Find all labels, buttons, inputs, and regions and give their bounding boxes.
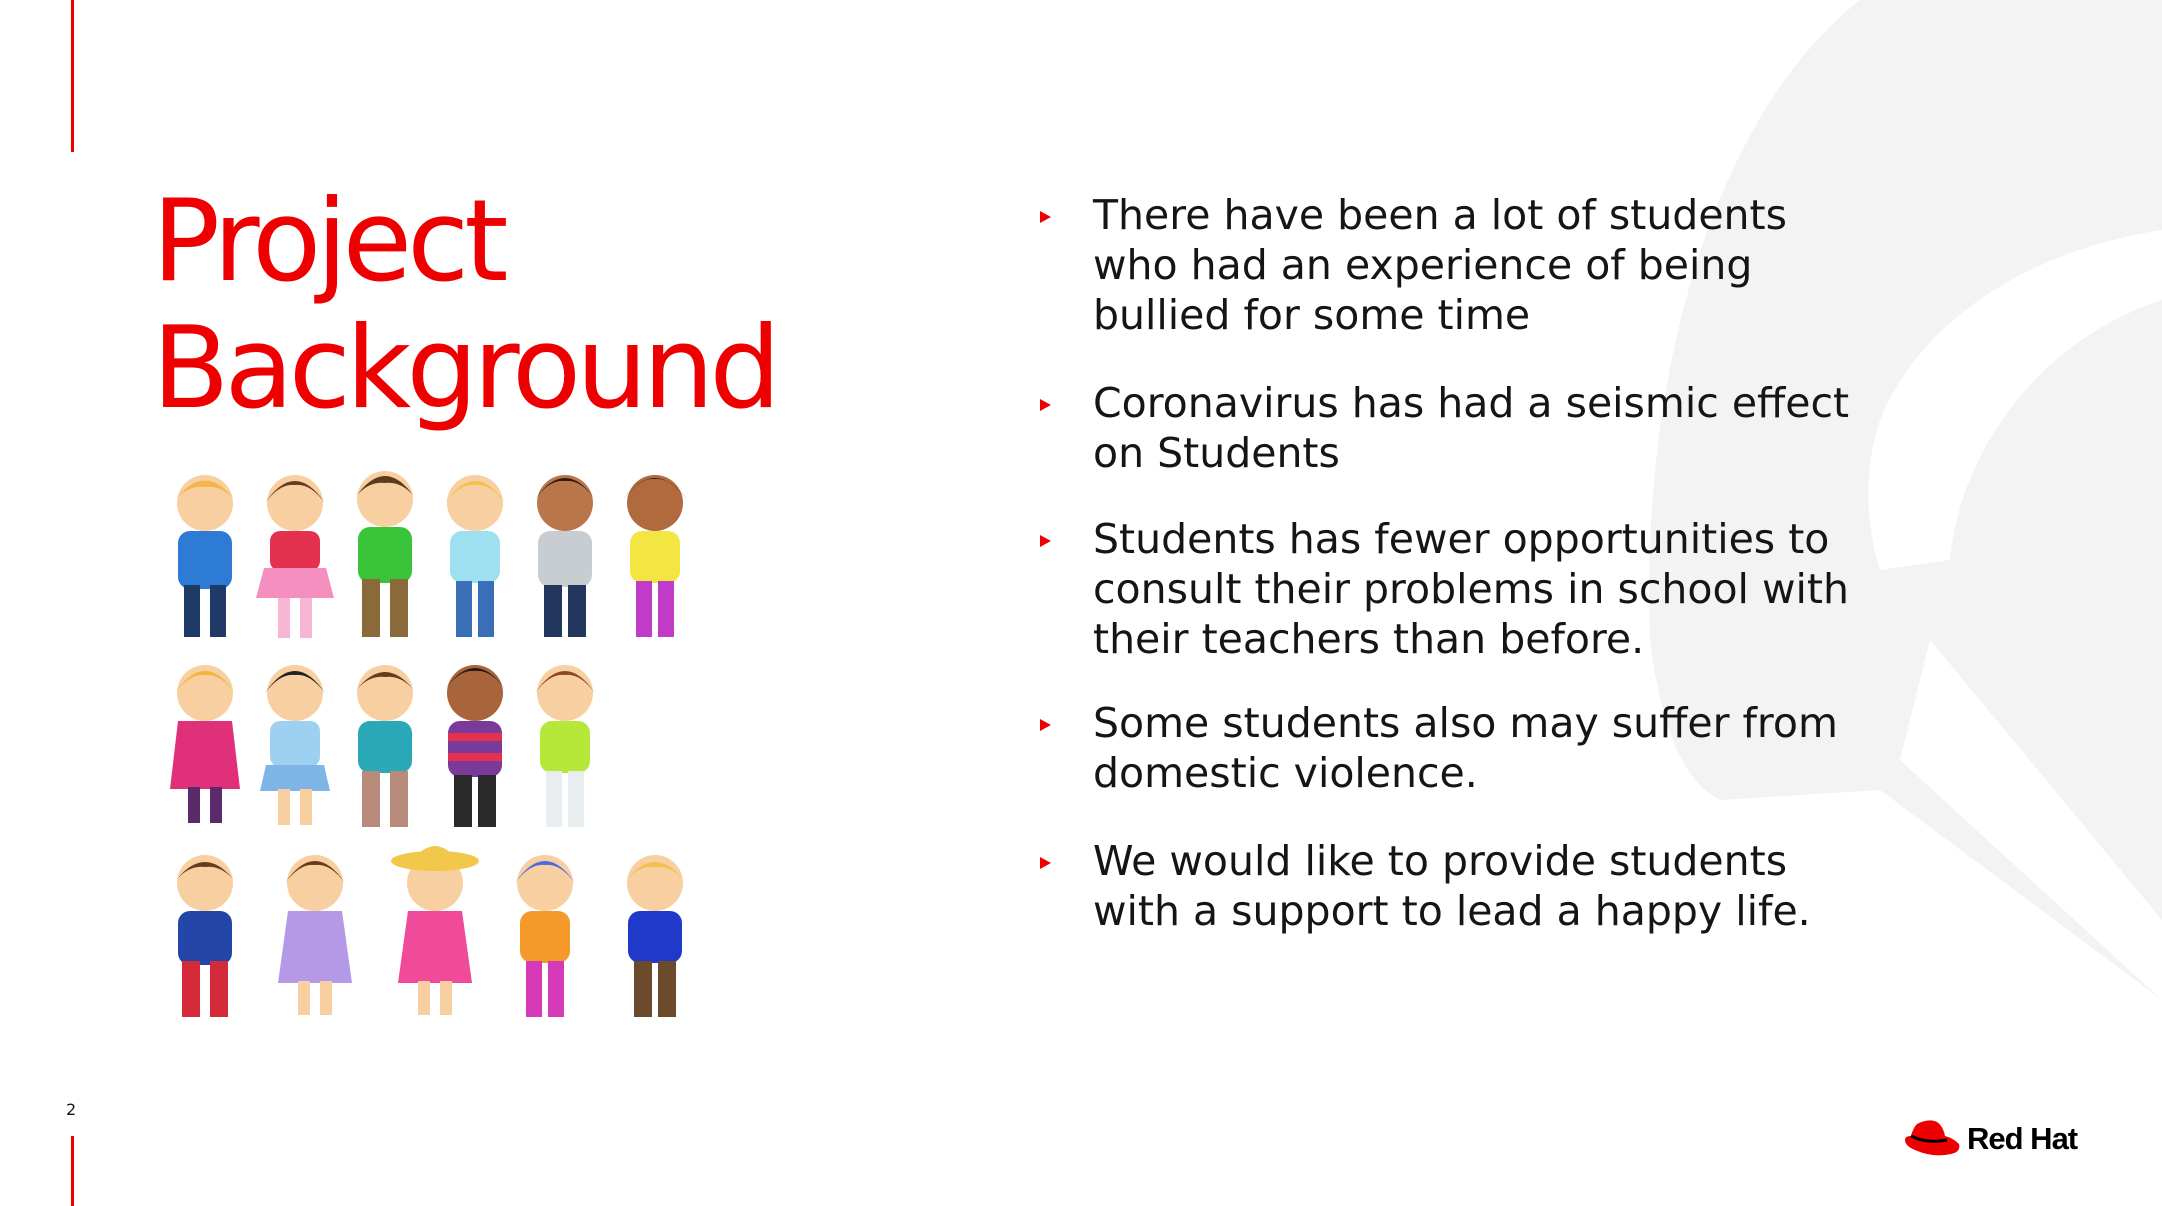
bullet-text: who had an experience of being xyxy=(1093,241,1753,289)
bullet-list xyxy=(1038,190,1938,936)
bullet-marker-icon xyxy=(1040,535,1051,547)
title-line: Project xyxy=(152,175,504,307)
bullet-text: We would like to provide students xyxy=(1093,837,1788,885)
bullet-text: with a support to lead a happy life. xyxy=(1093,887,1811,935)
bullet-marker-icon xyxy=(1040,399,1051,411)
bullet-item xyxy=(1038,514,1938,664)
red-hat-fedora-icon xyxy=(1903,1118,1961,1160)
bullet-item xyxy=(1038,698,1938,798)
bullet-text: consult their problems in school with xyxy=(1093,565,1849,613)
bullet-text: domestic violence. xyxy=(1093,749,1478,797)
red-hat-logo xyxy=(1903,1118,2077,1160)
bullet-marker-icon xyxy=(1040,857,1051,869)
bullet-text: on Students xyxy=(1093,429,1340,477)
bullet-marker-icon xyxy=(1040,719,1051,731)
bullet-text: Coronavirus has had a seismic effect xyxy=(1093,379,1850,427)
logo-text: Red Hat xyxy=(1967,1121,2078,1156)
bullet-item xyxy=(1038,190,1938,340)
children-illustration xyxy=(150,455,740,1035)
bullet-item xyxy=(1038,378,1938,478)
bullet-marker-icon xyxy=(1040,211,1051,223)
bullet-text: Students has fewer opportunities to xyxy=(1093,515,1830,563)
bullet-text: bullied for some time xyxy=(1093,291,1531,339)
accent-line-bottom xyxy=(71,1136,74,1206)
slide-title xyxy=(152,175,852,434)
bullet-item xyxy=(1038,836,1938,936)
page-number: 2 xyxy=(66,1100,77,1119)
accent-line-top xyxy=(71,0,74,152)
bullet-text: their teachers than before. xyxy=(1093,615,1645,663)
bullet-text: There have been a lot of students xyxy=(1093,191,1787,239)
bullet-text: Some students also may suffer from xyxy=(1093,699,1838,747)
title-line: Background xyxy=(152,302,777,434)
